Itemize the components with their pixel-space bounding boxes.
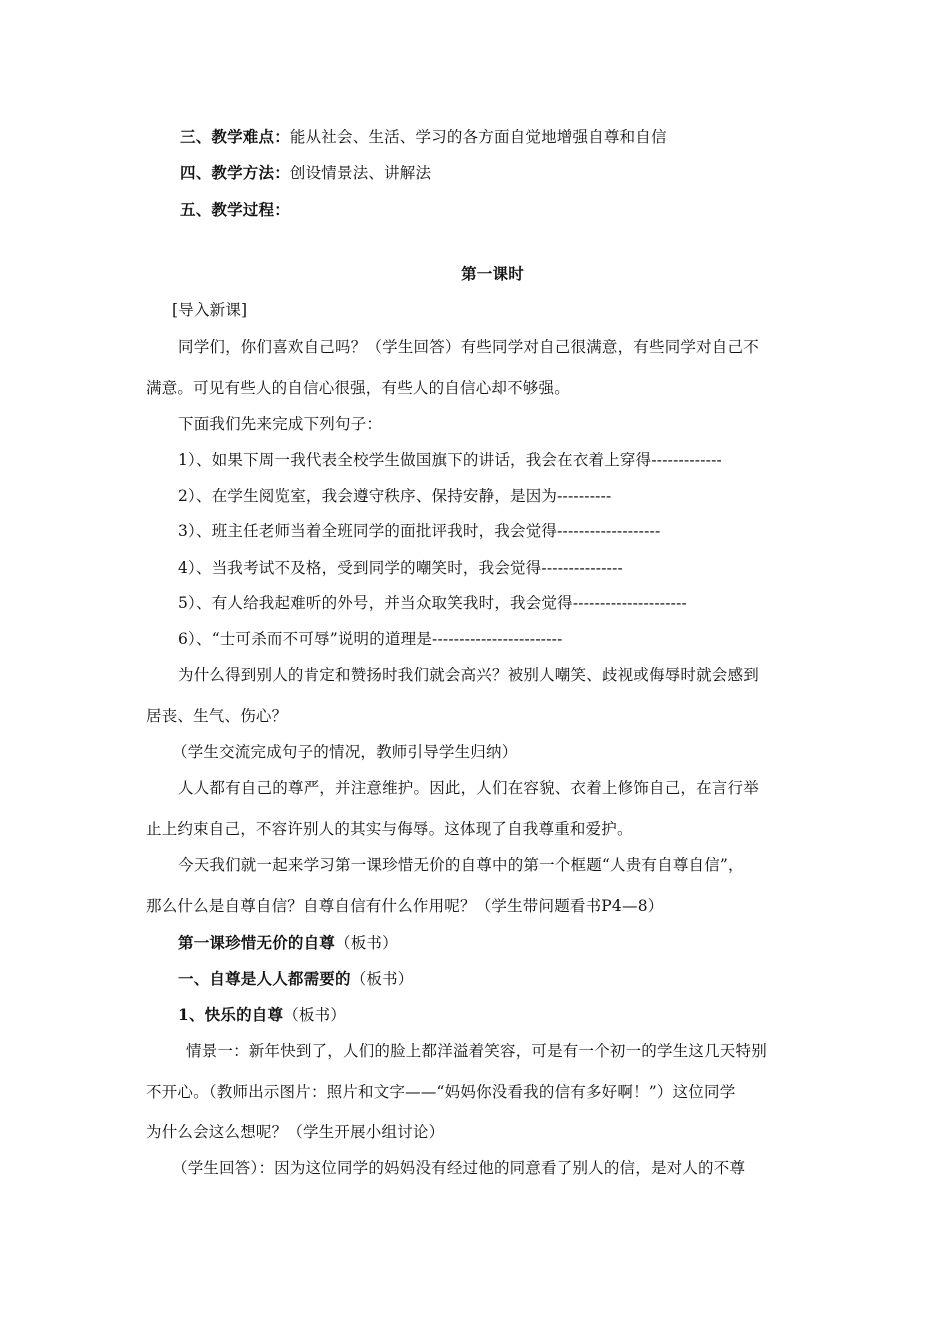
board-section-1 (178, 969, 414, 989)
paragraph-6-line-1: 今天我们就一起来学习第一课珍惜无价的自尊中的第一个框题“人贵有自尊自信”， (178, 856, 744, 874)
scene-line-2: 不开心。（教师出示图片：照片和文字——“妈妈你没看我的信有多好啊！”）这位同学 (146, 1083, 736, 1101)
method-text: 创设情景法、讲解法 (289, 164, 432, 182)
difficulty-label: 三、教学难点： (180, 127, 290, 146)
paragraph-2: 下面我们先来完成下列句子： (178, 415, 383, 433)
sentence-2: 2）、在学生阅览室，我会遵守秩序、保持安静，是因为---------- (178, 487, 612, 505)
sentence-4: 4）、当我考试不及格，受到同学的嘲笑时，我会觉得--------------- (178, 559, 623, 577)
board-subsection-1-text: 1、快乐的自尊 (178, 1005, 284, 1024)
board-subsection-1 (178, 1005, 346, 1025)
board-title-note: （板书） (335, 934, 398, 952)
teaching-difficulty (180, 127, 667, 147)
lesson-title: 第一课时 (461, 264, 524, 283)
scene-line-3: 为什么会这么想呢？（学生开展小组讨论） (146, 1123, 445, 1141)
method-label: 四、教学方法： (180, 163, 290, 182)
teaching-method (180, 163, 431, 183)
sentence-6: 6）、“士可杀而不可辱”说明的道理是------------------------ (178, 630, 563, 648)
paragraph-1-line-2: 满意。可见有些人的自信心很强，有些人的自信心却不够强。 (146, 379, 570, 397)
paragraph-5-line-1: 人人都有自己的尊严，并注意维护。因此，人们在容貌、衣着上修饰自己，在言行举 (178, 779, 759, 797)
board-subsection-1-note: （板书） (283, 1006, 346, 1024)
difficulty-text: 能从社会、生活、学习的各方面自觉地增强自尊和自信 (289, 128, 667, 146)
paragraph-5-line-2: 止上约束自己，不容许别人的其实与侮辱。这体现了自我尊重和爱护。 (146, 820, 633, 838)
board-title-text: 第一课珍惜无价的自尊 (178, 933, 336, 952)
paragraph-6-line-2: 那么什么是自尊自信？自尊自信有什么作用呢？（学生带问题看书P4—8） (146, 897, 664, 915)
paragraph-3-line-1: 为什么得到别人的肯定和赞扬时我们就会高兴？被别人嘲笑、歧视或侮辱时就会感到 (178, 666, 759, 684)
sentence-1: 1）、如果下周一我代表全校学生做国旗下的讲话，我会在衣着上穿得------------- (178, 451, 722, 469)
board-section-1-note: （板书） (350, 970, 414, 988)
paragraph-3-line-2: 居丧、生气、伤心？ (146, 707, 288, 725)
paragraph-1-line-1: 同学们，你们喜欢自己吗？（学生回答）有些同学对自己很满意，有些同学对自己不 (178, 338, 759, 356)
scene-line-1: 情景一：新年快到了，人们的脸上都洋溢着笑容，可是有一个初一的学生这几天特别 (186, 1042, 767, 1060)
board-title (178, 933, 398, 953)
intro-heading: [导入新课] (172, 301, 248, 319)
sentence-5: 5）、有人给我起难听的外号，并当众取笑我时，我会觉得--------------------- (178, 594, 687, 612)
teaching-process-label: 五、教学过程： (180, 200, 290, 219)
scene-line-4: （学生回答）：因为这位同学的妈妈没有经过他的同意看了别人的信，是对人的不尊 (172, 1159, 746, 1177)
paragraph-4: （学生交流完成句子的情况，教师引导学生归纳） (172, 743, 518, 761)
sentence-3: 3）、班主任老师当着全班同学的面批评我时，我会觉得------------------- (178, 522, 661, 540)
board-section-1-text: 一、自尊是人人都需要的 (178, 969, 351, 988)
